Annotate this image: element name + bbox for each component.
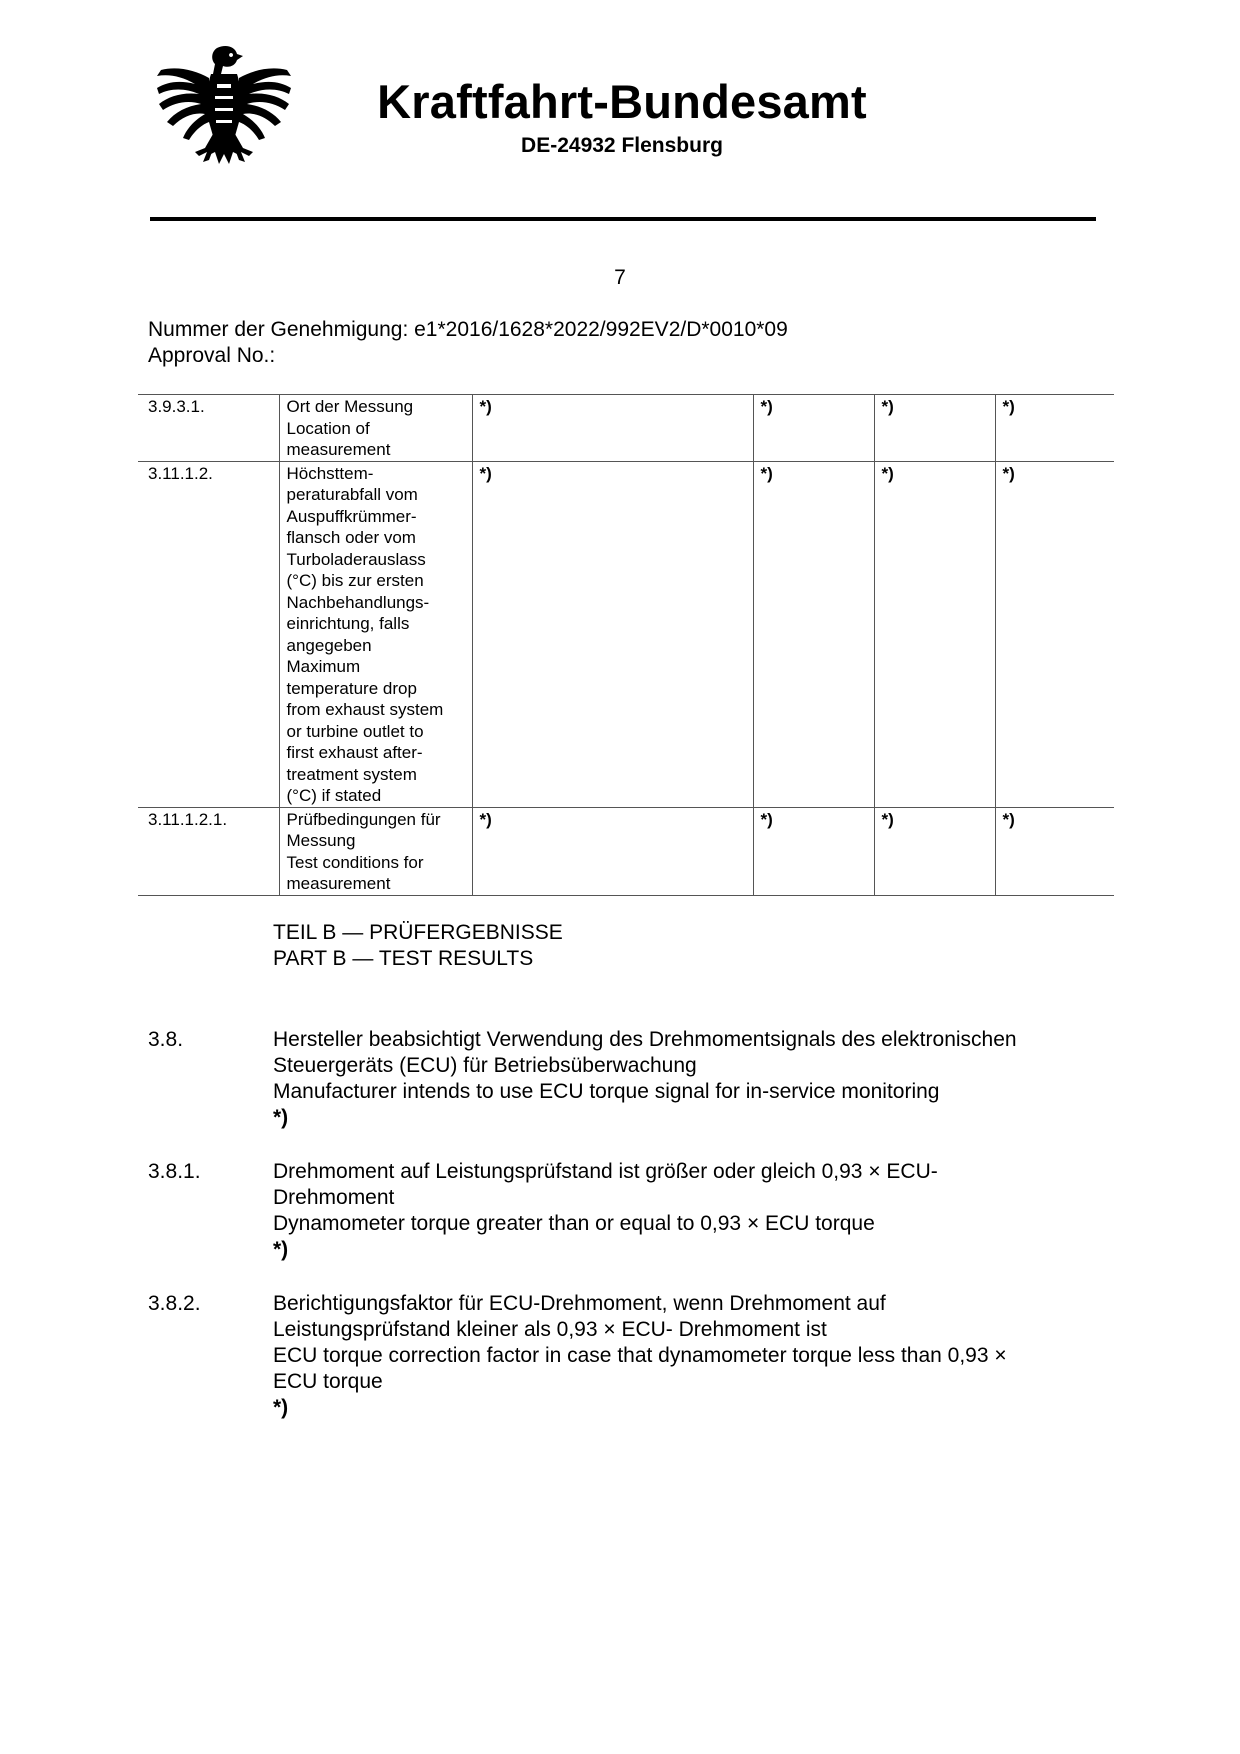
federal-eagle-icon bbox=[155, 44, 293, 174]
spec-label-line: Nachbehandlungs- bbox=[286, 592, 430, 612]
spec-label-line: Test conditions for bbox=[286, 852, 424, 872]
spec-label-line: Location of bbox=[286, 418, 370, 438]
spec-label-line: Messung bbox=[286, 831, 356, 850]
part-b-heading-de: TEIL B — PRÜFERGEBNISSE bbox=[273, 921, 563, 944]
item-line: Dynamometer torque greater than or equal to 0,93 × ECU torque bbox=[273, 1212, 875, 1235]
spec-label-line: Turboladerauslass bbox=[286, 549, 426, 569]
spec-row-number: 3.11.1.2.1. bbox=[138, 807, 279, 895]
item-line: Manufacturer intends to use ECU torque signal for in-service monitoring bbox=[273, 1080, 940, 1103]
org-name: Kraftfahrt-Bundesamt bbox=[377, 75, 867, 128]
item-text bbox=[273, 1159, 1103, 1263]
item-line: Drehmoment auf Leistungsprüfstand ist größer oder gleich 0,93 × ECU- bbox=[273, 1160, 938, 1183]
item-text bbox=[273, 1027, 1103, 1131]
org-city: DE-24932 Flensburg bbox=[521, 134, 723, 157]
spec-value-cell: *) bbox=[874, 807, 995, 895]
spec-label-line: (°C) bis zur ersten bbox=[286, 571, 424, 590]
eagle-emblem-svg bbox=[155, 44, 293, 174]
item-value: *) bbox=[273, 1106, 289, 1129]
spec-table-row bbox=[138, 807, 1114, 895]
item-value: *) bbox=[273, 1396, 289, 1419]
page-number: 7 bbox=[614, 266, 626, 289]
item-line: Steuergeräts (ECU) für Betriebsüberwachung bbox=[273, 1054, 697, 1077]
spec-label-line: measurement bbox=[286, 440, 391, 459]
spec-label-line: from exhaust system bbox=[286, 700, 444, 719]
spec-label-line: temperature drop bbox=[286, 678, 417, 698]
spec-label-line: peraturabfall vom bbox=[286, 485, 418, 504]
spec-value-cell: *) bbox=[753, 395, 874, 462]
spec-label-line: (°C) if stated bbox=[286, 786, 382, 805]
spec-value-cell: *) bbox=[753, 461, 874, 807]
item-number: 3.8.1. bbox=[148, 1160, 201, 1183]
spec-value-cell: *) bbox=[995, 807, 1114, 895]
item-value: *) bbox=[273, 1238, 289, 1261]
approval-number bbox=[148, 317, 788, 369]
spec-label-line: treatment system bbox=[286, 764, 417, 784]
spec-value-cell: *) bbox=[874, 461, 995, 807]
spec-label-line: first exhaust after- bbox=[286, 743, 423, 762]
item-line: Drehmoment bbox=[273, 1186, 395, 1209]
item-line: Hersteller beabsichtigt Verwendung des Drehmomentsignals des elektronischen bbox=[273, 1028, 1017, 1051]
item-number: 3.8. bbox=[148, 1028, 184, 1051]
spec-table-body bbox=[138, 395, 1114, 896]
spec-label-line: measurement bbox=[286, 874, 391, 893]
spec-value-cell: *) bbox=[874, 395, 995, 462]
spec-row-number: 3.9.3.1. bbox=[138, 395, 279, 462]
spec-table bbox=[138, 394, 1114, 896]
spec-value-cell: *) bbox=[472, 461, 753, 807]
spec-table-row bbox=[138, 395, 1114, 462]
item-line: ECU torque correction factor in case that dynamometer torque less than 0,93 × bbox=[273, 1344, 1007, 1367]
header-divider bbox=[150, 217, 1096, 221]
spec-label-line: Maximum bbox=[286, 657, 361, 676]
spec-value-cell: *) bbox=[995, 395, 1114, 462]
spec-label-line: Prüfbedingungen für bbox=[286, 809, 441, 829]
item-text bbox=[273, 1291, 1103, 1421]
part-b-heading-en: PART B — TEST RESULTS bbox=[273, 947, 534, 970]
part-b-heading bbox=[273, 920, 563, 972]
spec-label-line: flansch oder vom bbox=[286, 528, 416, 547]
item-line: Berichtigungsfaktor für ECU-Drehmoment, wenn Drehmoment auf bbox=[273, 1292, 886, 1315]
spec-label-line: Höchsttem- bbox=[286, 463, 374, 483]
spec-label-line: einrichtung, falls bbox=[286, 614, 410, 633]
item-line: ECU torque bbox=[273, 1370, 383, 1393]
approval-label-en: Approval No.: bbox=[148, 344, 276, 367]
spec-label-line: angegeben bbox=[286, 635, 372, 655]
approval-label-de: Nummer der Genehmigung: e1*2016/1628*2022/992EV2/D*0010*09 bbox=[148, 318, 788, 341]
spec-row-number: 3.11.1.2. bbox=[138, 461, 279, 807]
spec-table-row bbox=[138, 461, 1114, 807]
item-line: Leistungsprüfstand kleiner als 0,93 × ECU- Drehmoment ist bbox=[273, 1318, 827, 1341]
spec-value-cell: *) bbox=[753, 807, 874, 895]
spec-row-label bbox=[279, 461, 472, 807]
spec-row-label bbox=[279, 395, 472, 462]
spec-value-cell: *) bbox=[472, 395, 753, 462]
item-number: 3.8.2. bbox=[148, 1292, 201, 1315]
spec-label-line: or turbine outlet to bbox=[286, 721, 424, 741]
spec-value-cell: *) bbox=[995, 461, 1114, 807]
spec-value-cell: *) bbox=[472, 807, 753, 895]
spec-label-line: Auspuffkrümmer- bbox=[286, 506, 417, 526]
spec-row-label bbox=[279, 807, 472, 895]
spec-label-line: Ort der Messung bbox=[286, 397, 414, 416]
